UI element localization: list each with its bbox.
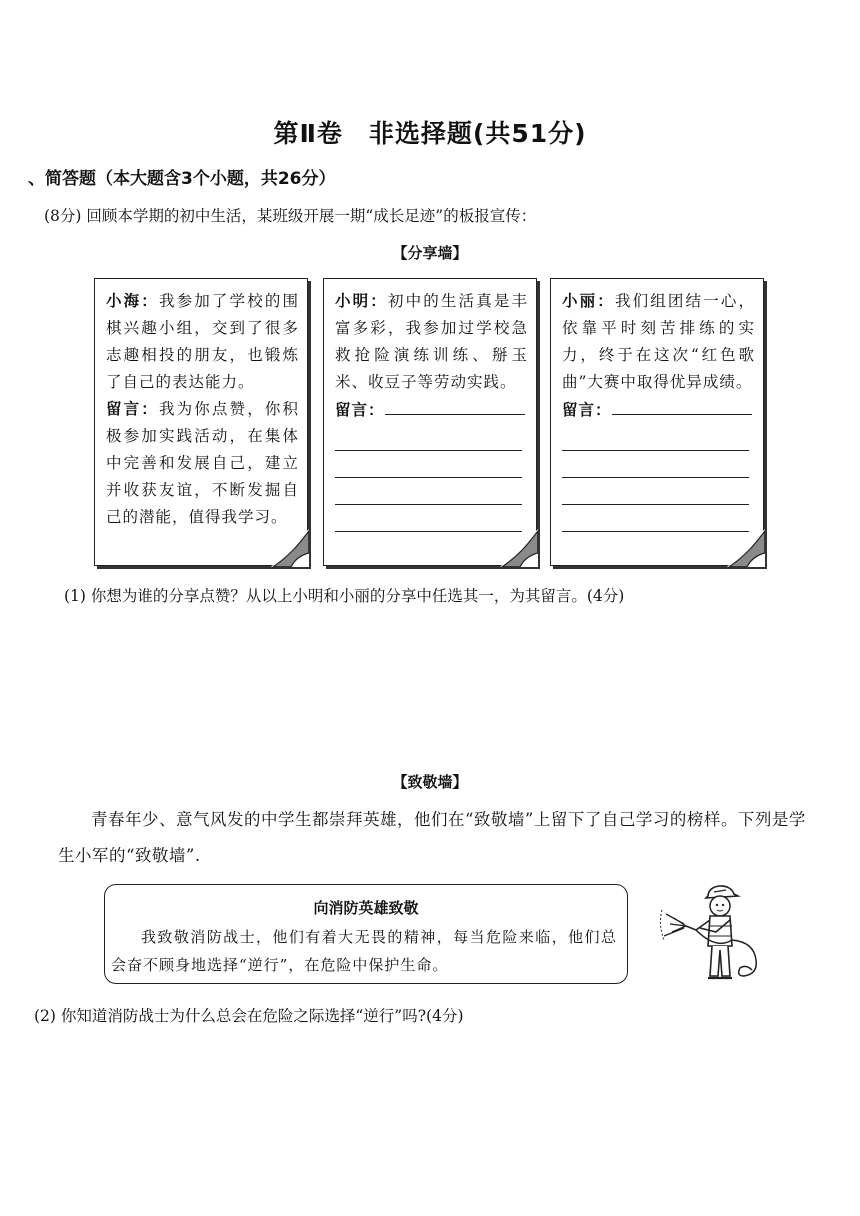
share-text: 我参加了学校的围棋兴趣小组，交到了很多志趣相投的朋友，也锻炼了自己的表达能力。 (106, 292, 299, 391)
firefighter-illustration (656, 880, 774, 992)
message-label: 留言： (106, 400, 159, 418)
page-title: 第Ⅱ卷 非选择题(共51分) (273, 119, 587, 148)
share-card-xiaoli (550, 278, 764, 566)
message-answer-line[interactable] (562, 505, 749, 532)
question-2: (2) 你知道消防战士为什么总会在危险之际选择“逆行”吗?(4分) (34, 1007, 464, 1025)
page-curl-icon (500, 529, 538, 567)
message-text: 我为你点赞，你积极参加实践活动，在集体中完善和发展自己，建立并收获友谊，不断发掘自己的潜能，值得我学习。 (106, 400, 299, 526)
tribute-intro: 青春年少、意气风发的中学生都崇拜英雄，他们在“致敬墙”上留下了自己学习的榜样。下列是学生小军的“致敬墙”. (58, 810, 806, 865)
share-wall-title: 【分享墙】 (392, 244, 468, 262)
share-card-body (335, 288, 528, 532)
message-answer-line[interactable] (562, 424, 749, 451)
share-card-xiaohai (94, 278, 308, 566)
message-label: 留言： (562, 401, 612, 419)
page-curl-icon (727, 529, 765, 567)
message-answer-line[interactable] (335, 505, 522, 532)
message-answer-line[interactable] (335, 424, 522, 451)
share-card-xiaoming (323, 278, 537, 566)
speaker-name: 小海： (106, 292, 159, 310)
message-answer-line[interactable] (612, 396, 752, 415)
question-1: (1) 你想为谁的分享点赞？从以上小明和小丽的分享中任选其一，为其留言。(4分) (64, 587, 625, 605)
tribute-box-heading: 向消防英雄致敬 (313, 899, 419, 917)
share-text: 初中的生活真是丰富多彩，我参加过学校急救抢险演练训练、掰玉米、收豆子等劳动实践。 (335, 292, 528, 391)
speaker-name: 小明： (335, 292, 388, 310)
section-heading: 、简答题（本大题含3个小题，共26分） (28, 169, 336, 189)
share-text: 我们组团结一心，依靠平时刻苦排练的实力，终于在这次“红色歌曲”大赛中取得优异成绩。 (562, 292, 755, 391)
message-answer-line[interactable] (335, 478, 522, 505)
message-answer-line[interactable] (335, 451, 522, 478)
tribute-wall-title: 【致敬墙】 (392, 773, 468, 791)
tribute-box (104, 884, 628, 984)
message-answer-line[interactable] (562, 451, 749, 478)
share-card-body (106, 288, 299, 531)
page-curl-icon (271, 529, 309, 567)
message-answer-line[interactable] (385, 396, 525, 415)
message-label: 留言： (335, 401, 385, 419)
speaker-name: 小丽： (562, 292, 615, 310)
question-intro: (8分) 回顾本学期的初中生活，某班级开展一期“成长足迹”的板报宣传： (44, 207, 537, 225)
tribute-box-text: 我致敬消防战士，他们有着大无畏的精神，每当危险来临，他们总会奋不顾身地选择“逆行”，在危险中保护生命。 (111, 928, 617, 974)
message-answer-line[interactable] (562, 478, 749, 505)
share-card-body (562, 288, 755, 532)
